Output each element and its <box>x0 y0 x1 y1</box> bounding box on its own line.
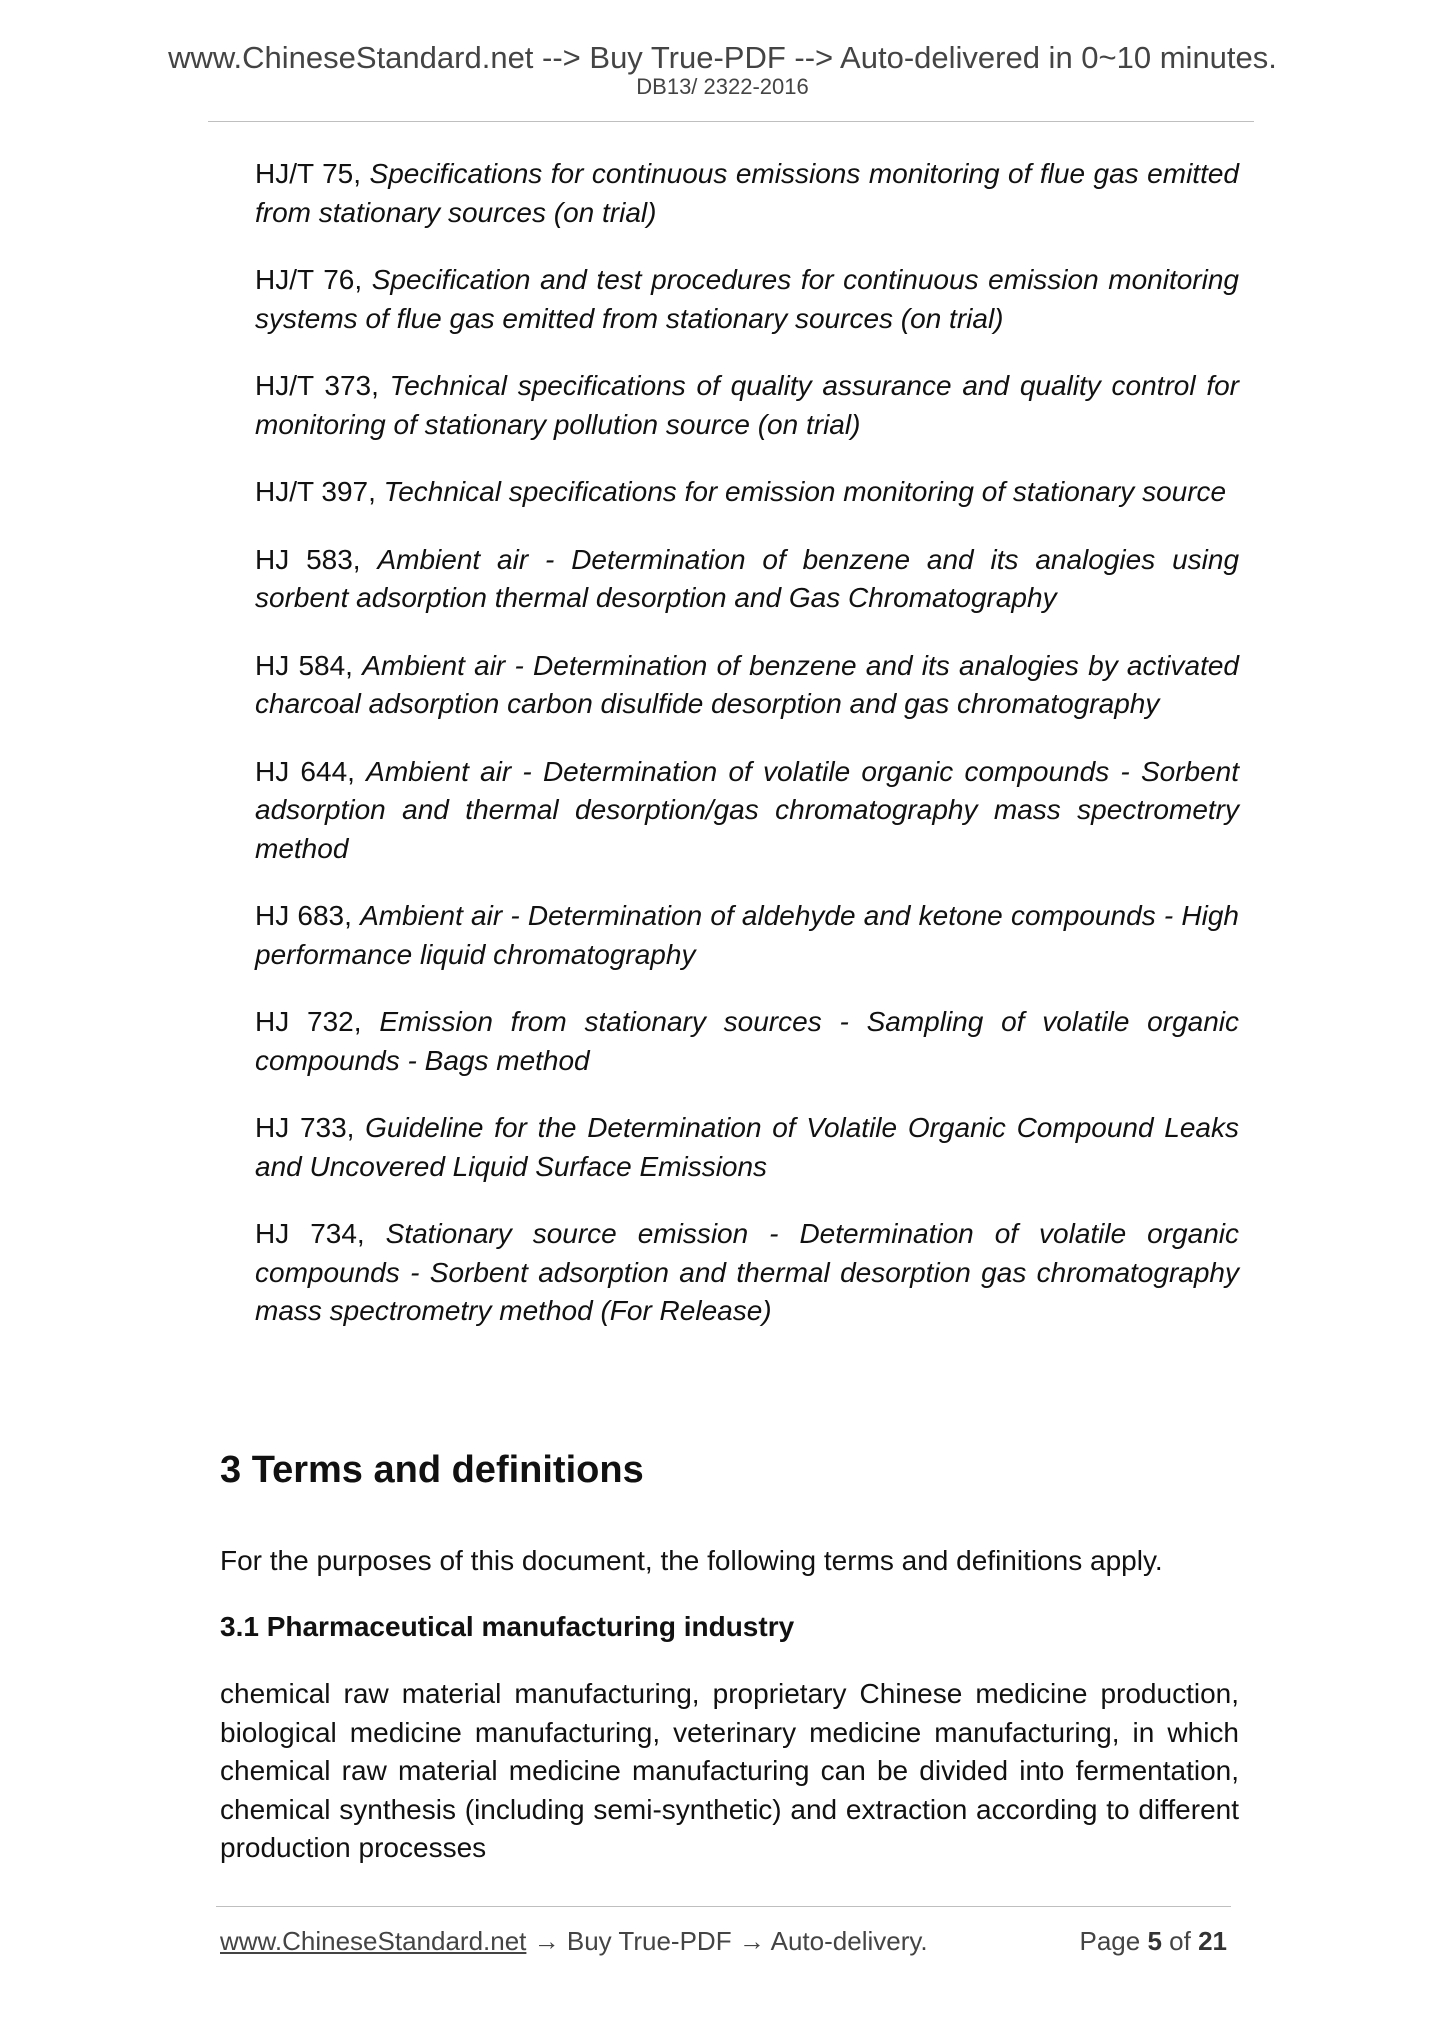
reference-item <box>255 367 1239 444</box>
of-label: of <box>1169 1926 1191 1956</box>
definition-text: chemical raw material manufacturing, proprietary Chinese medicine production, biological medicine manufacturing, veterinary medicine manufacturing, in which chemical raw material medicine manufacturing can be divided into fermentation, chemical synthesis (including semi-synthetic) and extraction according to different production processes <box>220 1678 1239 1863</box>
reference-item <box>255 753 1239 869</box>
page-indicator <box>1079 1925 1227 1957</box>
reference-code: HJ 584, <box>255 649 353 681</box>
arrow-right-icon: → <box>738 1926 765 1956</box>
page-total: 21 <box>1198 1926 1227 1956</box>
reference-item <box>255 261 1239 338</box>
page-label: Page <box>1079 1926 1141 1956</box>
arrow-right-icon: → <box>533 1926 560 1956</box>
reference-code: HJ 734, <box>255 1218 365 1249</box>
reference-code: HJ 732, <box>255 1006 362 1037</box>
reference-code: HJ/T 76, <box>255 264 363 295</box>
reference-title: Specifications for continuous emissions monitoring of flue gas emitted from stationary sources (on trial) <box>255 158 1239 228</box>
top-banner[interactable]: www.ChineseStandard.net --> Buy True-PDF --> Auto-delivered in 0~10 minutes. <box>168 40 1277 75</box>
footer-buy-text: Buy True-PDF <box>566 1926 732 1956</box>
reference-title: Ambient air - Determination of benzene and its analogies by activated charcoal adsorption carbon disulfide desorption and gas chromatography <box>255 649 1239 719</box>
reference-title: Guideline for the Determination of Volatile Organic Compound Leaks and Uncovered Liquid Surface Emissions <box>255 1112 1239 1182</box>
reference-item <box>255 1003 1239 1080</box>
reference-title: Technical specifications of quality assurance and quality control for monitoring of stationary pollution source (on trial) <box>255 370 1240 440</box>
document-id: DB13/ 2322-2016 <box>636 74 809 99</box>
reference-item <box>255 897 1239 974</box>
section-intro: For the purposes of this document, the following terms and definitions apply. <box>220 1545 1163 1576</box>
reference-code: HJ/T 373, <box>255 370 379 401</box>
reference-item <box>255 541 1239 618</box>
footer-divider <box>216 1906 1231 1907</box>
reference-code: HJ/T 397, <box>255 476 376 507</box>
reference-title: Technical specifications for emission monitoring of stationary source <box>383 476 1227 507</box>
header-divider <box>208 121 1254 122</box>
footer-site-link[interactable]: www.ChineseStandard.net <box>220 1926 527 1956</box>
reference-code: HJ 683, <box>255 900 352 931</box>
subsection-heading: 3.1 Pharmaceutical manufacturing industry <box>220 1611 795 1642</box>
reference-title: Emission from stationary sources - Sampling of volatile organic compounds - Bags method <box>255 1006 1240 1076</box>
reference-item <box>255 155 1239 232</box>
reference-title: Stationary source emission - Determination of volatile organic compounds - Sorbent adsorption and thermal desorption gas chromatography mass spectrometry method (For Release) <box>255 1218 1239 1326</box>
reference-code: HJ/T 75, <box>255 158 362 189</box>
reference-title: Ambient air - Determination of volatile organic compounds - Sorbent adsorption and thermal desorption/gas chromatography mass spectrometry method <box>255 755 1240 864</box>
footer-delivery-text: Auto-delivery. <box>770 1926 928 1956</box>
reference-code: HJ 733, <box>255 1112 355 1143</box>
reference-item <box>255 473 1239 512</box>
reference-item <box>255 647 1239 724</box>
reference-item <box>255 1109 1239 1186</box>
reference-item <box>255 1215 1239 1331</box>
footer-links <box>220 1925 928 1957</box>
section-heading: 3 Terms and definitions <box>220 1449 644 1491</box>
reference-code: HJ 583, <box>255 543 361 575</box>
normative-references-list <box>255 155 1239 1360</box>
reference-code: HJ 644, <box>255 755 355 787</box>
reference-title: Ambient air - Determination of benzene and its analogies using sorbent adsorption thermal desorption and Gas Chromatography <box>255 543 1240 613</box>
reference-title: Specification and test procedures for continuous emission monitoring systems of flue gas emitted from stationary sources (on trial) <box>255 264 1239 334</box>
page-number: 5 <box>1147 1926 1162 1956</box>
reference-title: Ambient air - Determination of aldehyde and ketone compounds - High performance liquid chromatography <box>255 900 1240 970</box>
